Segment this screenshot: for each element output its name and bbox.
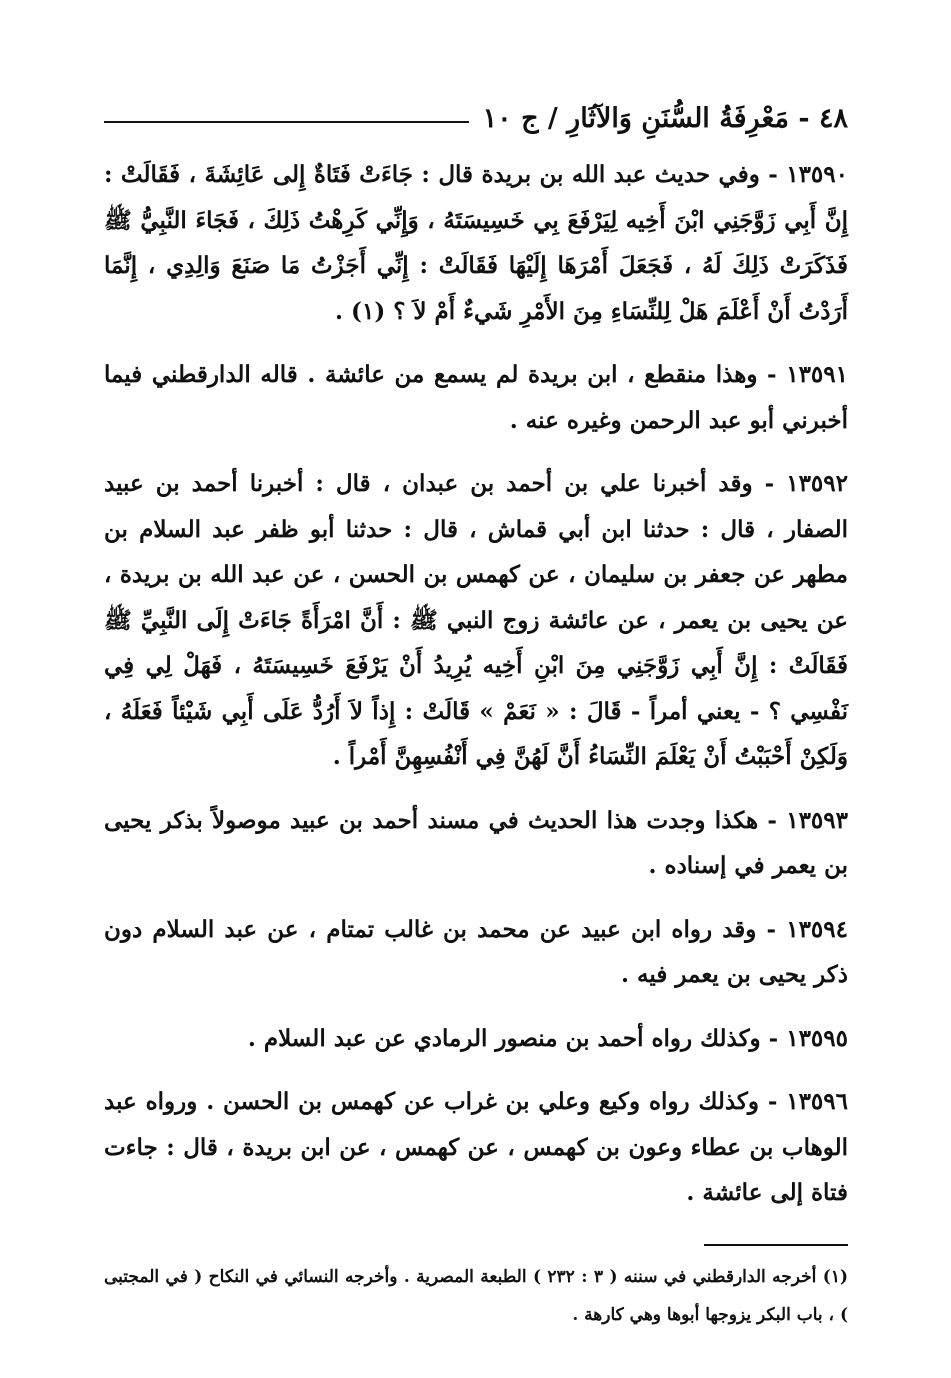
paragraph-13591: ١٣٥٩١ - وهذا منقطع ، ابن بريدة لم يسمع من عائشة . قاله الدارقطني فيما أخبرني أبو عبد الرحمن وغيره عنه . <box>104 361 848 434</box>
paragraph-13593: ١٣٥٩٣ - هكذا وجدت هذا الحديث في مسند أحمد بن عبيد موصولاً بذكر يحيى بن يعمر في إسناده . <box>104 806 848 879</box>
paragraph-13595: ١٣٥٩٥ - وكذلك رواه أحمد بن منصور الرمادي عن عبد السلام . <box>247 1024 848 1052</box>
main-text <box>104 152 848 1234</box>
header-rule <box>104 121 469 123</box>
paragraph-13592: ١٣٥٩٢ - وقد أخبرنا علي بن أحمد بن عبدان ، قال : أخبرنا أحمد بن عبيد الصفار ، قال : حدثنا ابن أبي قماش ، قال : حدثنا أبو ظفر عبد السلام بن مطهر عن جعفر بن سليمان ، عن كهمس بن الحسن ، عن عبد الله بن بريدة ، عن يحيى بن يعمر ، عن عائشة زوج النبي ﷺ : أَنَّ امْرَأَةً جَاءَتْ إِلَى النَّبِيِّ ﷺ فَقَالَتْ : إِنَّ أَبِي زَوَّجَنِي مِنَ ابْنِ أَخِيه يُرِيدُ أَنْ يَرْفَعَ خَسِيسَتَهُ ، فَهَلْ لِي فِي نَفْسِي ؟ - يعني أمراً - قَالَ : « نَعَمْ » قَالَتْ : إِذاً لاَ أَرُدُّ عَلَى أَبِي شَيْئاً فَعَلَهُ ، وَلَكِنْ أَحْبَبْتُ أَنْ يَعْلَمَ النِّسَاءُ أَنَّ لَهُنَّ فِي أَنْفُسِهِنَّ أَمْراً . <box>104 470 848 770</box>
footnote-1: (١) أخرجه الدارقطني في سننه ( ٣ : ٢٣٢ ) الطبعة المصرية . وأخرجه النسائي في النكاح ( في المجتبى ) ، باب البكر يزوجها أبوها وهي كارهة . <box>104 1267 848 1325</box>
paragraph-13596: ١٣٥٩٦ - وكذلك رواه وكيع وعلي بن غراب عن كهمس بن الحسن . ورواه عبد الوهاب بن عطاء وعون بن كهمس ، عن كهمس ، عن ابن بريدة ، قال : جاءت فتاة إلى عائشة . <box>104 1088 848 1206</box>
paragraph-13594: ١٣٥٩٤ - وقد رواه ابن عبيد عن محمد بن غالب تمتام ، عن عبد السلام دون ذكر يحيى بن يعمر فيه . <box>104 915 848 988</box>
footnote-separator <box>704 1244 848 1246</box>
running-header-title: ٤٨ - مَعْرِفَةُ السُّنَنِ وَالآثَارِ / ج ١٠ <box>482 102 848 134</box>
footnotes <box>104 1258 848 1334</box>
page-header <box>104 96 848 140</box>
paragraph-13590: ١٣٥٩٠ - وفي حديث عبد الله بن بريدة قال : جَاءَتْ فَتَاةٌ إِلى عَائِشَةَ ، فَقَالَتْ : إِنَّ أَبِي زَوَّجَنِي ابْنَ أَخِيه لِيَرْفَعَ بِي خَسِيسَتَهُ ، وَإِنِّي كَرِهْتُ ذَلِكَ ، فَجَاءَ النَّبِيُّ ﷺ فَذَكَرَتْ ذَلِكَ لَهُ ، فَجَعَلَ أَمْرَهَا إِلَيْهَا فَقَالَتْ : إِنِّي أَجَزْتُ مَا صَنَعَ وَالِدِي ، إِنَّمَا أَرَدْتُ أَنْ أَعْلَمَ هَلْ لِلنِّسَاءِ مِنَ الأَمْرِ شَيءٌ أَمْ لاَ ؟ (١) . <box>104 161 848 325</box>
